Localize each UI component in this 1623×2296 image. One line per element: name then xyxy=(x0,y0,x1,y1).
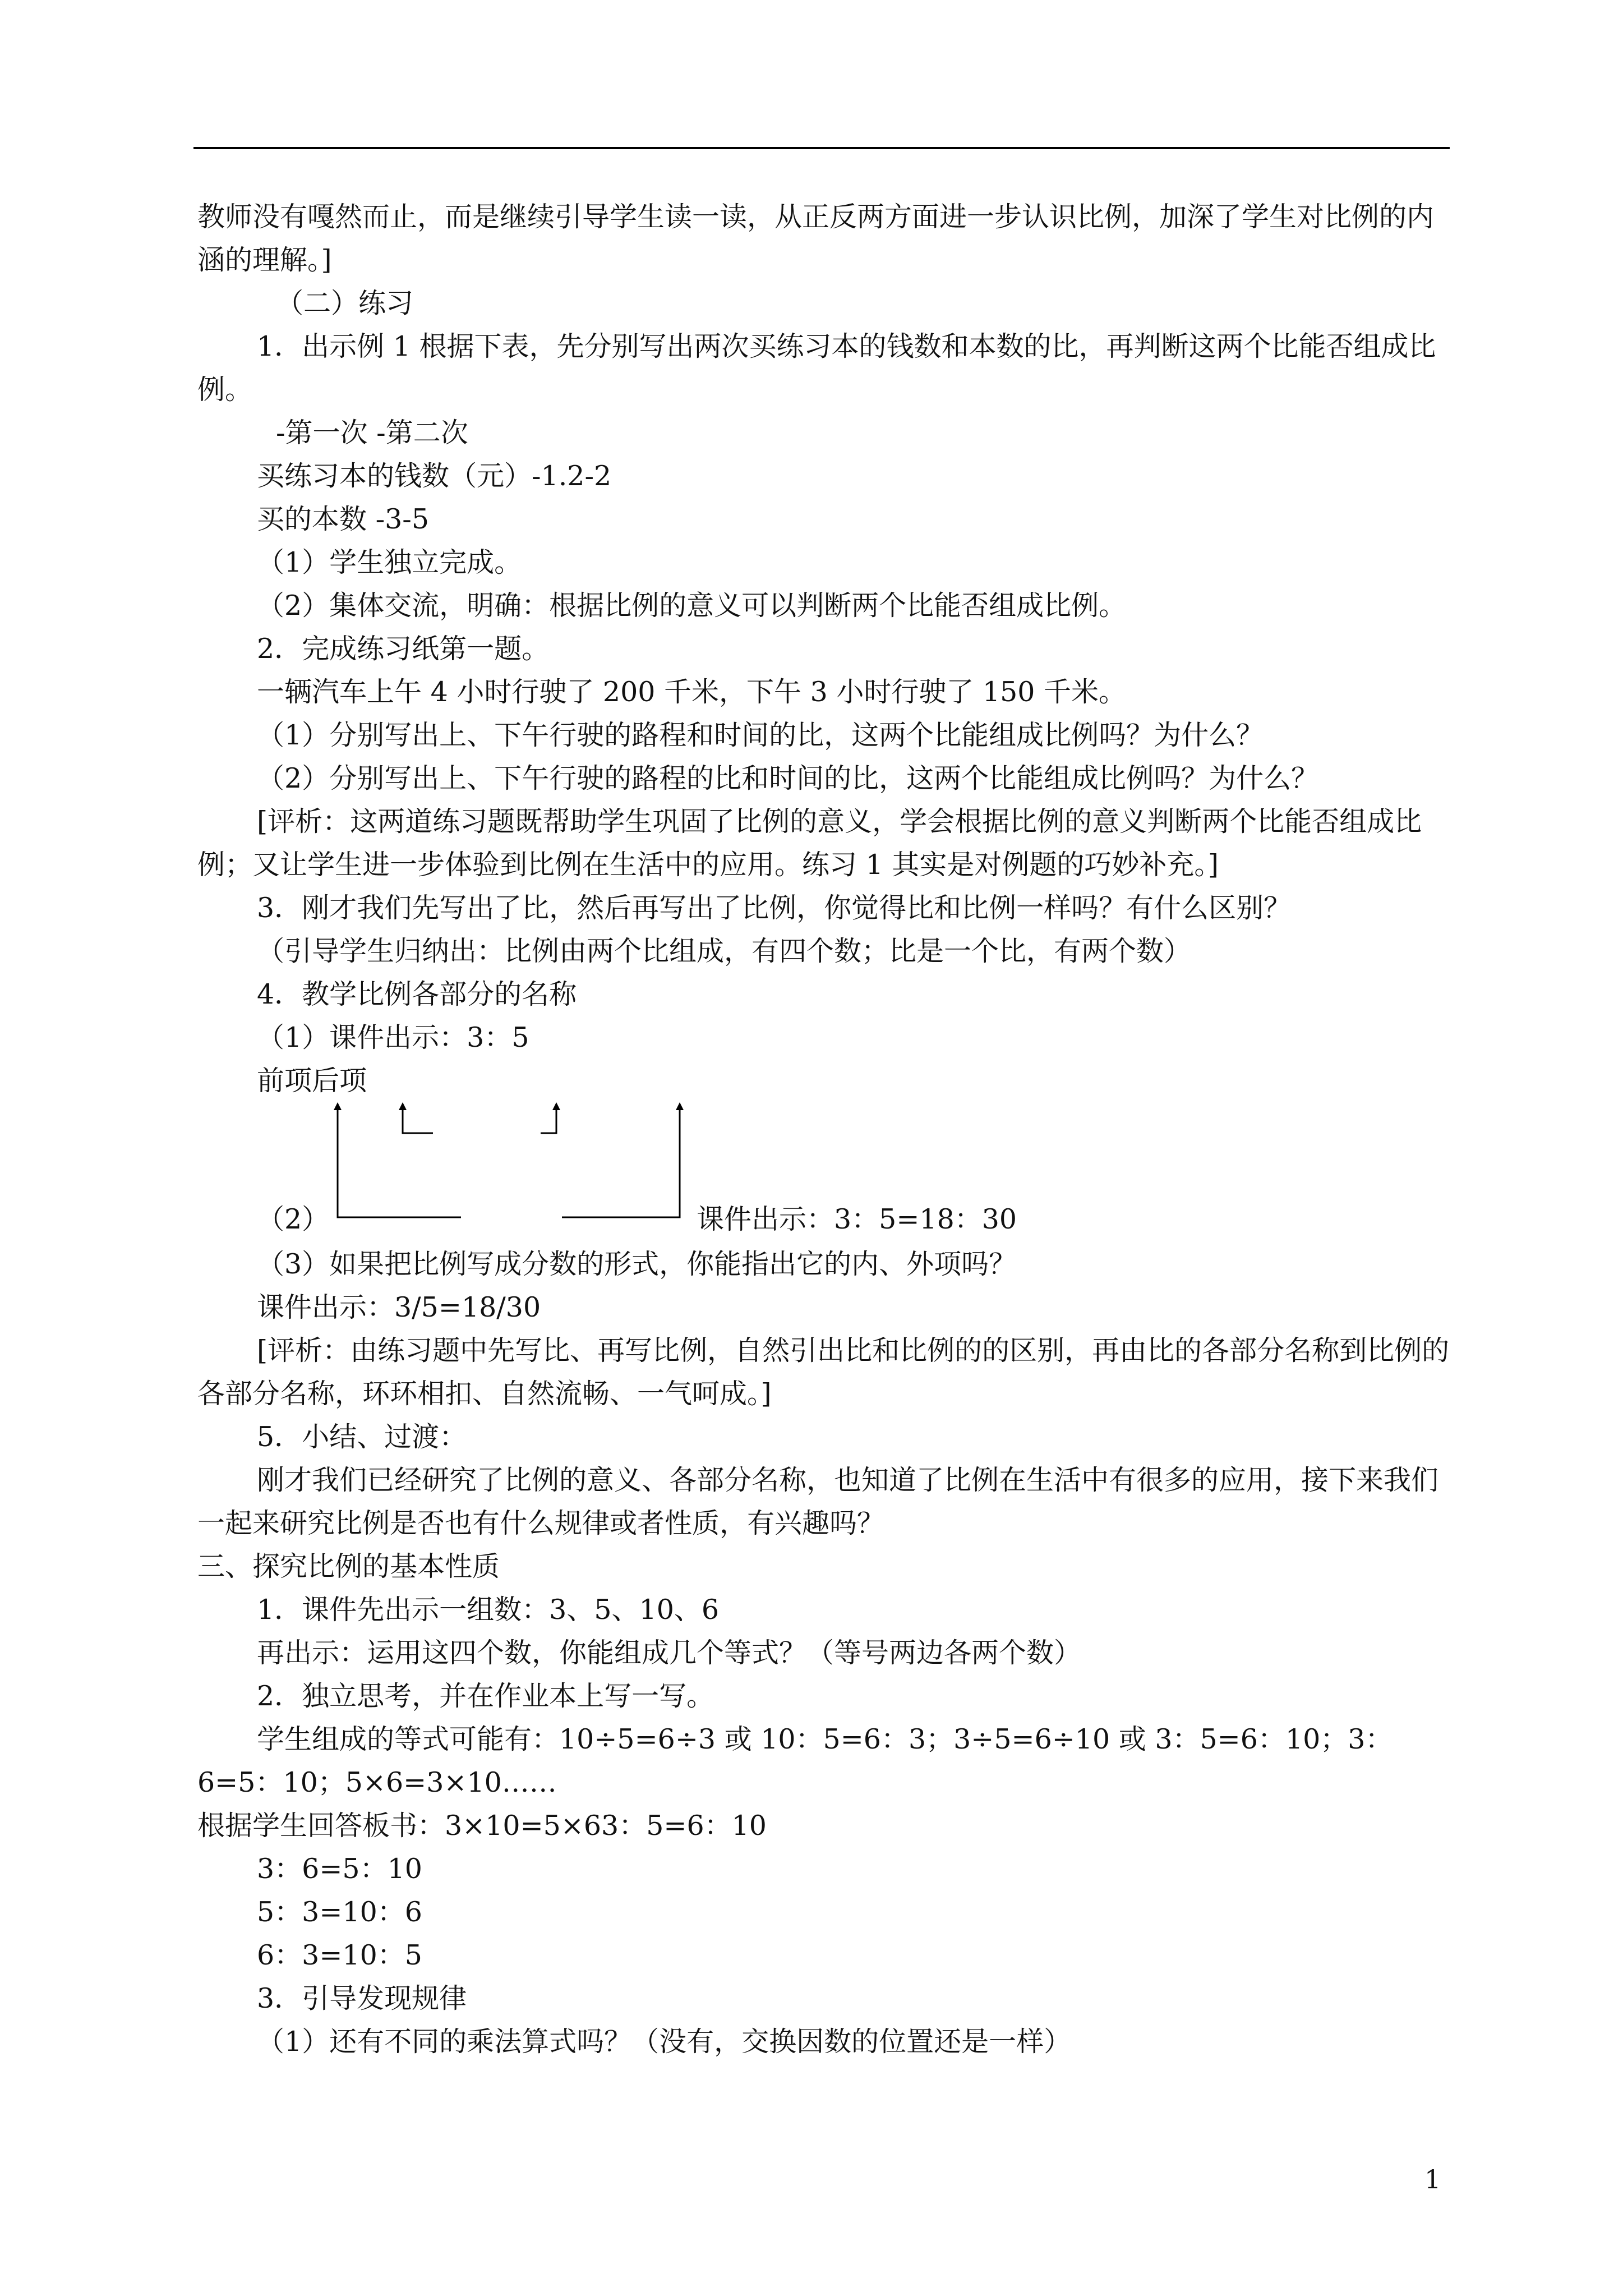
comment-paragraph: [评析：由练习题中先写比、再写比例，自然引出比和比例的的区别，再由比的各部分名称到比例的各部分名称，环环相扣、自然流畅、一气呵成。] xyxy=(197,1335,1450,1410)
paragraph: 根据学生回答板书：3×10=5×63：5=6：10 xyxy=(197,1810,767,1842)
header-rule xyxy=(193,147,1450,149)
paragraph: 刚才我们已经研究了比例的意义、各部分名称，也知道了比例在生活中有很多的应用，接下来我们一起来研究比例是否也有什么规律或者性质，有兴趣吗？ xyxy=(197,1464,1439,1539)
paragraph: 2．完成练习纸第一题。 xyxy=(257,633,550,665)
paragraph: （2）分别写出上、下午行驶的路程的比和时间的比，这两个比能组成比例吗？为什么？ xyxy=(257,762,1319,794)
diagram-left-label: （2） xyxy=(257,1203,330,1235)
comment-paragraph: [评析：这两道练习题既帮助学生巩固了比例的意义，学会根据比例的意义判断两个比能否组成比例；又让学生进一步体验到比例在生活中的应用。练习 1 其实是对例题的巧妙补充。] xyxy=(197,806,1422,881)
ratio-term-diagram xyxy=(197,1102,1451,1243)
paragraph: （1）还有不同的乘法算式吗？（没有，交换因数的位置还是一样） xyxy=(257,2026,1072,2058)
paragraph: 1．出示例 1 根据下表，先分别写出两次买练习本的钱数和本数的比，再判断这两个比能否组成比例。 xyxy=(197,330,1436,406)
paragraph: （1）课件出示：3：5 xyxy=(257,1022,529,1053)
arrowhead xyxy=(552,1102,560,1110)
page-number: 1 xyxy=(1424,2164,1441,2194)
paragraph: 4．教学比例各部分的名称 xyxy=(257,978,577,1010)
paragraph: 1．课件先出示一组数：3、5、10、6 xyxy=(257,1594,720,1626)
equation-line: 3：6=5：10 xyxy=(257,1853,422,1885)
arrowhead xyxy=(399,1102,407,1110)
paragraph: 学生组成的等式可能有：10÷5=6÷3 或 10：5=6：3；3÷5=6÷10 或 3：5=6：10；3：6=5：10；5×6=3×10…… xyxy=(197,1723,1393,1798)
section-heading: 三、探究比例的基本性质 xyxy=(197,1550,500,1582)
table-row: 买练习本的钱数（元）-1.2-2 xyxy=(257,460,612,492)
paragraph: 2．独立思考，并在作业本上写一写。 xyxy=(257,1680,714,1712)
outer-right-arrow xyxy=(562,1109,680,1217)
diagram-right-label: 课件出示：3：5=18：30 xyxy=(697,1203,1017,1235)
paragraph: 再出示：运用这四个数，你能组成几个等式？（等号两边各两个数） xyxy=(257,1637,1082,1669)
paragraph: 一辆汽车上午 4 小时行驶了 200 千米，下午 3 小时行驶了 150 千米。 xyxy=(257,676,1127,708)
table-header: -第一次 -第二次 xyxy=(276,417,468,449)
paragraph: （3）如果把比例写成分数的形式，你能指出它的内、外项吗？ xyxy=(257,1248,1017,1280)
paragraph: 5．小结、过渡： xyxy=(257,1421,467,1453)
paragraph: 课件出示：3/5=18/30 xyxy=(257,1291,541,1323)
paragraph: 3．引导发现规律 xyxy=(257,1982,467,2014)
inner-right-arrow xyxy=(541,1109,556,1133)
paragraph: （2）集体交流，明确：根据比例的意义可以判断两个比能否组成比例。 xyxy=(257,590,1127,622)
arrowhead xyxy=(334,1102,342,1110)
paragraph: 3．刚才我们先写出了比，然后再写出了比例，你觉得比和比例一样吗？有什么区别？ xyxy=(257,892,1292,924)
outer-left-arrow xyxy=(338,1109,461,1217)
diagram-caption: 前项后项 xyxy=(257,1065,367,1097)
section-heading: （二）练习 xyxy=(276,287,414,319)
arrowhead xyxy=(676,1102,684,1110)
equation-line: 6：3=10：5 xyxy=(257,1939,422,1971)
page-body xyxy=(197,195,1451,2063)
paragraph: （1）学生独立完成。 xyxy=(257,546,522,578)
paragraph: （1）分别写出上、下午行驶的路程和时间的比，这两个比能组成比例吗？为什么？ xyxy=(257,719,1264,751)
inner-left-arrow xyxy=(403,1109,433,1133)
equation-line: 5：3=10：6 xyxy=(257,1896,422,1928)
paragraph: （引导学生归纳出：比例由两个比组成，有四个数；比是一个比，有两个数） xyxy=(257,935,1192,967)
paragraph: 教师没有嘎然而止，而是继续引导学生读一读，从正反两方面进一步认识比例，加深了学生对比例的内涵的理解。] xyxy=(197,201,1435,276)
table-row: 买的本数 -3-5 xyxy=(257,503,430,535)
